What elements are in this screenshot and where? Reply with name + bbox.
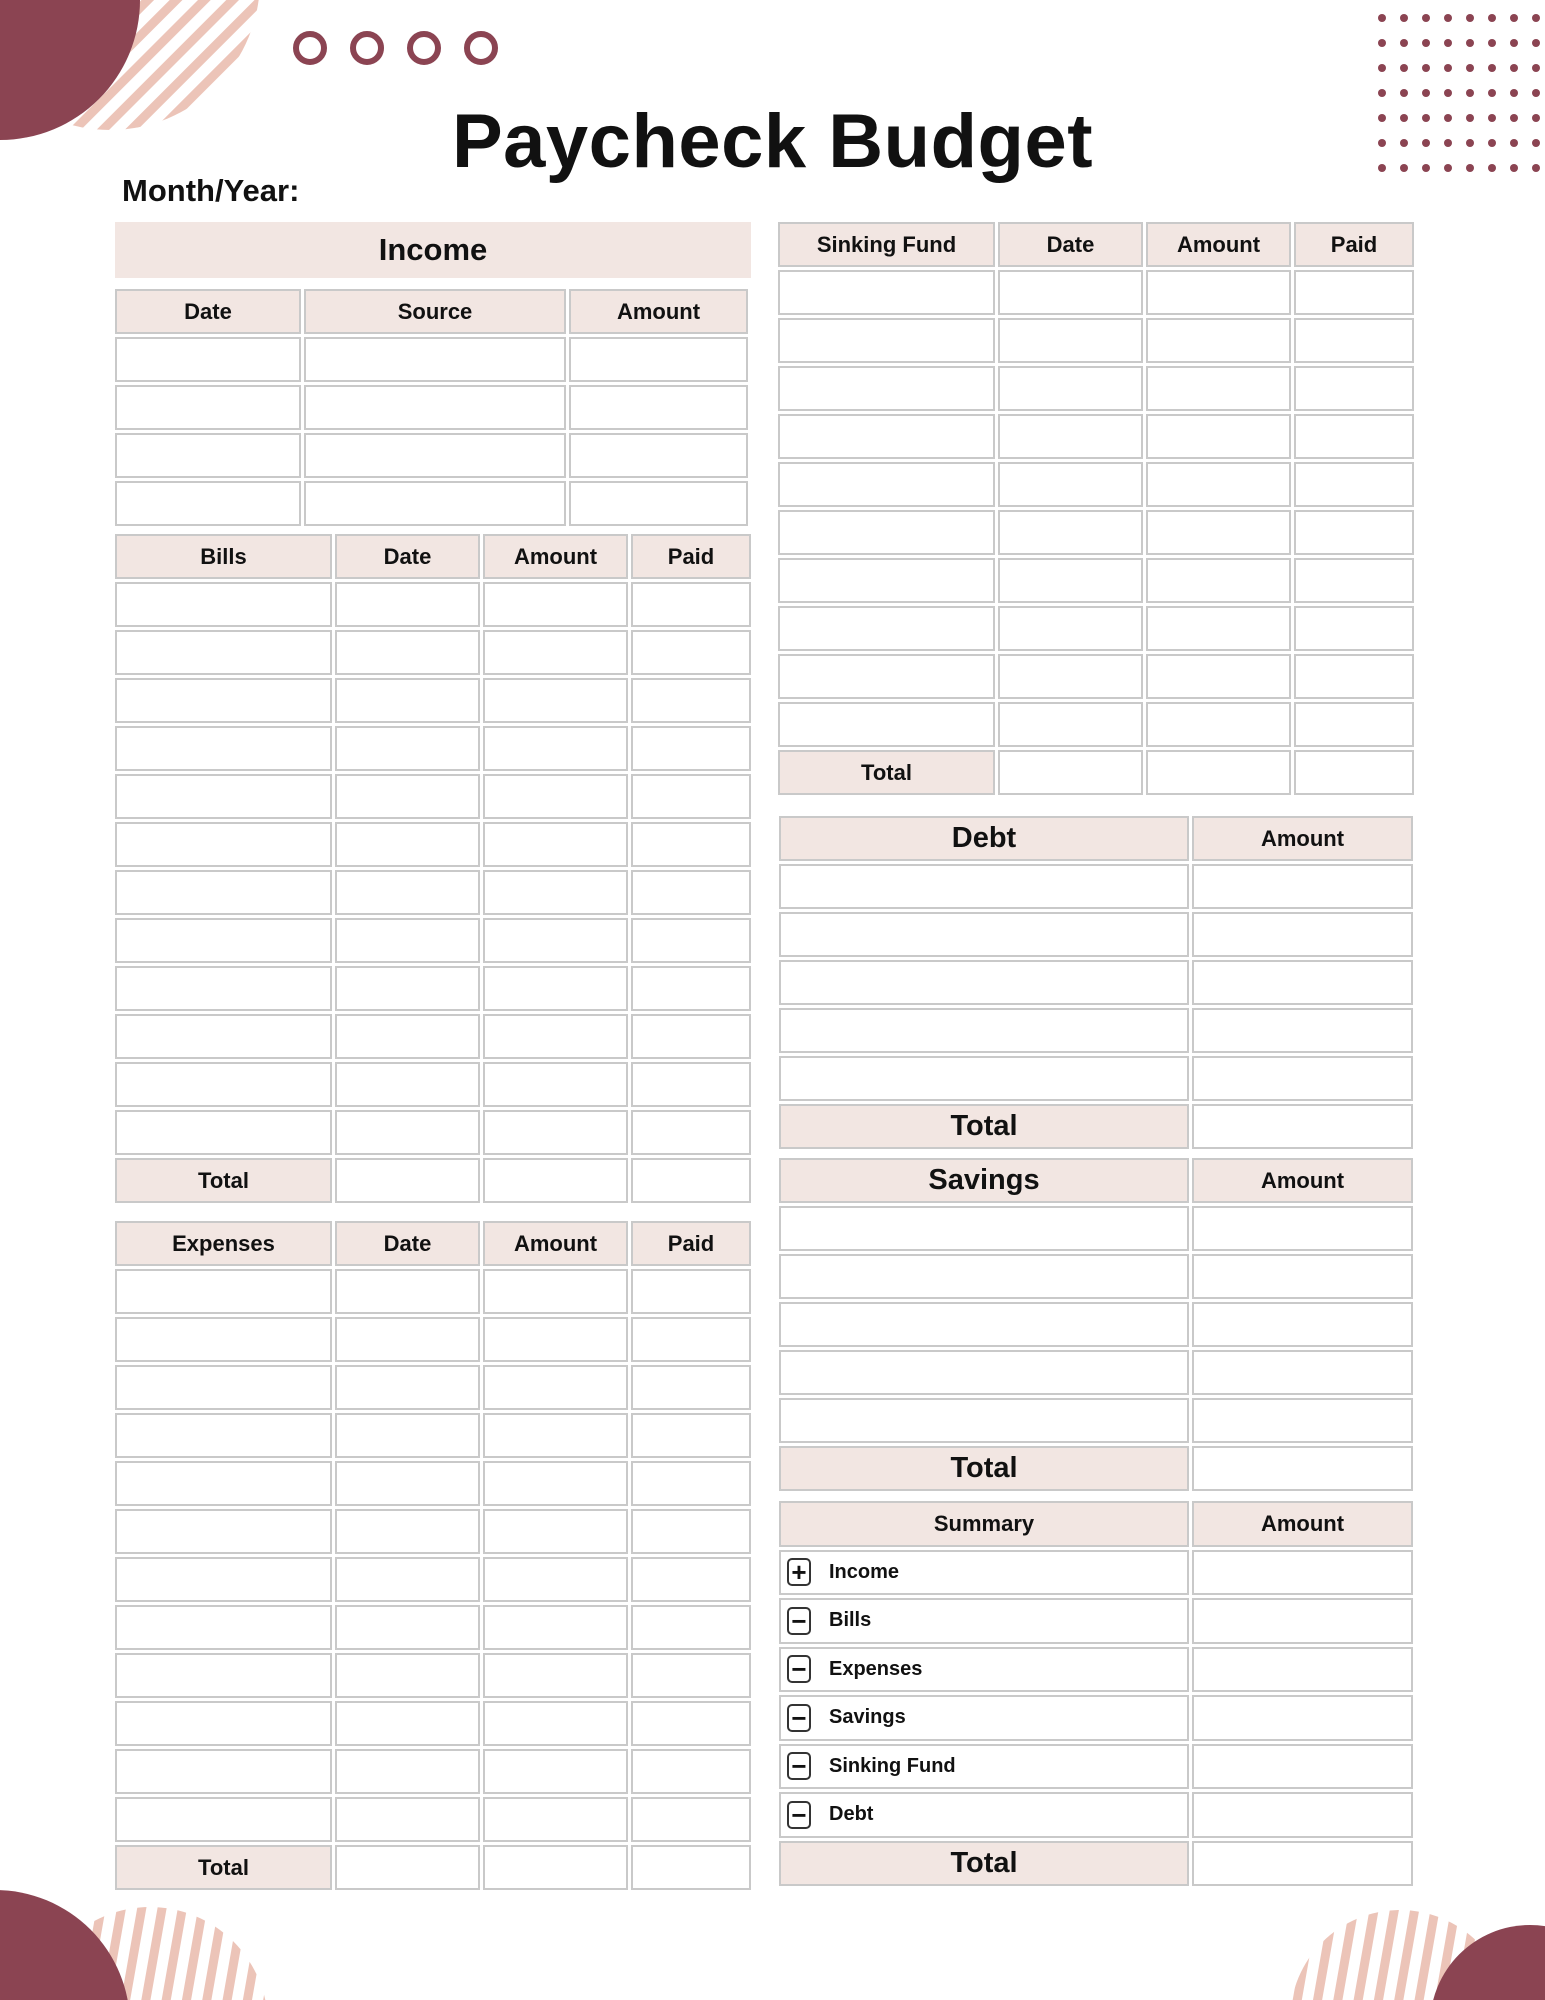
expenses-cell[interactable] xyxy=(483,1413,628,1458)
savings-cell[interactable] xyxy=(779,1254,1189,1299)
income-cell[interactable] xyxy=(304,481,566,526)
bills-cell[interactable] xyxy=(483,582,628,627)
income-cell[interactable] xyxy=(115,385,301,430)
bills-cell[interactable] xyxy=(115,870,332,915)
expenses-cell[interactable] xyxy=(335,1317,480,1362)
income-cell[interactable] xyxy=(569,481,748,526)
dot xyxy=(1466,89,1474,97)
income-cell[interactable] xyxy=(115,337,301,382)
debt-cell[interactable] xyxy=(779,960,1189,1005)
sinking-fund-cell[interactable] xyxy=(1294,318,1414,363)
sinking-fund-cell[interactable] xyxy=(998,462,1143,507)
expenses-cell[interactable] xyxy=(115,1701,332,1746)
minus-icon: − xyxy=(787,1655,811,1683)
bills-cell[interactable] xyxy=(115,822,332,867)
bills-cell[interactable] xyxy=(483,966,628,1011)
summary-row-debt xyxy=(779,1792,1189,1838)
sinking-fund-cell[interactable] xyxy=(998,414,1143,459)
summary-amount-cell[interactable] xyxy=(1192,1647,1413,1693)
expenses-cell[interactable] xyxy=(335,1269,480,1314)
bills-cell[interactable] xyxy=(335,1014,480,1059)
expenses-cell[interactable] xyxy=(335,1461,480,1506)
dot xyxy=(1378,89,1386,97)
debt-cell[interactable] xyxy=(1192,864,1413,909)
summary-row-savings xyxy=(779,1695,1189,1741)
sinking-header-date: Date xyxy=(998,222,1143,267)
bills-cell[interactable] xyxy=(631,918,751,963)
bills-table xyxy=(115,534,751,1203)
bills-cell[interactable] xyxy=(335,630,480,675)
sinking-fund-cell[interactable] xyxy=(1294,366,1414,411)
sinking-fund-cell[interactable] xyxy=(778,318,995,363)
summary-table xyxy=(779,1501,1413,1886)
income-cell[interactable] xyxy=(569,433,748,478)
page-title: Paycheck Budget xyxy=(451,99,1094,184)
expenses-cell[interactable] xyxy=(115,1269,332,1314)
dot xyxy=(1400,89,1408,97)
sinking-fund-cell[interactable] xyxy=(1294,414,1414,459)
expenses-cell[interactable] xyxy=(115,1509,332,1554)
sinking-fund-cell[interactable] xyxy=(998,510,1143,555)
income-cell[interactable] xyxy=(115,481,301,526)
bills-cell[interactable] xyxy=(483,1062,628,1107)
expenses-cell[interactable] xyxy=(631,1557,751,1602)
expenses-cell[interactable] xyxy=(483,1269,628,1314)
dot xyxy=(1510,14,1518,22)
debt-cell[interactable] xyxy=(1192,960,1413,1005)
debt-cell[interactable] xyxy=(1192,912,1413,957)
bills-total-cell[interactable] xyxy=(335,1158,480,1203)
summary-row-sinking-fund xyxy=(779,1744,1189,1790)
summary-amount-cell[interactable] xyxy=(1192,1792,1413,1838)
sinking-fund-cell[interactable] xyxy=(1146,270,1291,315)
bills-cell[interactable] xyxy=(483,870,628,915)
bills-cell[interactable] xyxy=(631,582,751,627)
bills-cell[interactable] xyxy=(483,1110,628,1155)
debt-total-label: Total xyxy=(779,1104,1189,1149)
expenses-cell[interactable] xyxy=(115,1653,332,1698)
bills-cell[interactable] xyxy=(631,774,751,819)
sinking-header-amount: Amount xyxy=(1146,222,1291,267)
savings-total-label: Total xyxy=(779,1446,1189,1491)
expenses-cell[interactable] xyxy=(483,1701,628,1746)
dot xyxy=(1422,14,1430,22)
summary-row-label: Bills xyxy=(829,1609,872,1632)
expenses-cell[interactable] xyxy=(115,1605,332,1650)
sinking-fund-cell[interactable] xyxy=(1146,558,1291,603)
summary-header-amount: Amount xyxy=(1192,1501,1413,1547)
income-header-date: Date xyxy=(115,289,301,334)
savings-cell[interactable] xyxy=(779,1350,1189,1395)
income-cell[interactable] xyxy=(304,337,566,382)
sinking-fund-cell[interactable] xyxy=(1294,606,1414,651)
summary-row-income xyxy=(779,1550,1189,1596)
summary-amount-cell[interactable] xyxy=(1192,1598,1413,1644)
expenses-cell[interactable] xyxy=(483,1365,628,1410)
expenses-cell[interactable] xyxy=(335,1605,480,1650)
expenses-cell[interactable] xyxy=(483,1797,628,1842)
bottom-right-decoration xyxy=(1290,1900,1545,2000)
bills-cell[interactable] xyxy=(631,1110,751,1155)
bills-total-cell[interactable] xyxy=(483,1158,628,1203)
dot xyxy=(1378,14,1386,22)
debt-header-debt: Debt xyxy=(779,816,1189,861)
expenses-cell[interactable] xyxy=(483,1557,628,1602)
sinking-fund-cell[interactable] xyxy=(1146,606,1291,651)
savings-cell[interactable] xyxy=(1192,1206,1413,1251)
expenses-cell[interactable] xyxy=(115,1413,332,1458)
expenses-cell[interactable] xyxy=(631,1509,751,1554)
savings-cell[interactable] xyxy=(1192,1302,1413,1347)
dot xyxy=(1400,64,1408,72)
bills-cell[interactable] xyxy=(115,582,332,627)
sinking-fund-cell[interactable] xyxy=(1146,414,1291,459)
sinking-fund-cell[interactable] xyxy=(1294,654,1414,699)
sinking-fund-cell[interactable] xyxy=(778,414,995,459)
sinking-fund-total-cell[interactable] xyxy=(1146,750,1291,795)
expenses-cell[interactable] xyxy=(115,1461,332,1506)
sinking-fund-cell[interactable] xyxy=(778,702,995,747)
bills-cell[interactable] xyxy=(483,630,628,675)
savings-total-cell[interactable] xyxy=(1192,1446,1413,1491)
expenses-total-label: Total xyxy=(115,1845,332,1890)
savings-header-amount: Amount xyxy=(1192,1158,1413,1203)
bills-cell[interactable] xyxy=(335,582,480,627)
expenses-cell[interactable] xyxy=(631,1365,751,1410)
savings-cell[interactable] xyxy=(1192,1398,1413,1443)
bills-cell[interactable] xyxy=(115,966,332,1011)
sinking-fund-cell[interactable] xyxy=(778,510,995,555)
bills-cell[interactable] xyxy=(115,1110,332,1155)
dot xyxy=(1532,89,1540,97)
bills-header-amount: Amount xyxy=(483,534,628,579)
summary-row-label: Savings xyxy=(829,1706,906,1729)
dot xyxy=(1400,39,1408,47)
summary-amount-cell[interactable] xyxy=(1192,1550,1413,1596)
bills-cell[interactable] xyxy=(335,726,480,771)
expenses-cell[interactable] xyxy=(335,1365,480,1410)
sinking-fund-cell[interactable] xyxy=(778,558,995,603)
sinking-fund-cell[interactable] xyxy=(998,654,1143,699)
expenses-cell[interactable] xyxy=(335,1797,480,1842)
bills-cell[interactable] xyxy=(631,630,751,675)
bills-cell[interactable] xyxy=(483,1014,628,1059)
expenses-cell[interactable] xyxy=(115,1749,332,1794)
dot xyxy=(1400,14,1408,22)
expenses-header-date: Date xyxy=(335,1221,480,1266)
sinking-fund-cell[interactable] xyxy=(998,558,1143,603)
expenses-cell[interactable] xyxy=(483,1317,628,1362)
expenses-cell[interactable] xyxy=(483,1653,628,1698)
summary-amount-cell[interactable] xyxy=(1192,1695,1413,1741)
expenses-cell[interactable] xyxy=(631,1269,751,1314)
bills-total-cell[interactable] xyxy=(631,1158,751,1203)
expenses-cell[interactable] xyxy=(483,1509,628,1554)
summary-total-label: Total xyxy=(779,1841,1189,1887)
expenses-header-expenses: Expenses xyxy=(115,1221,332,1266)
dot xyxy=(1444,64,1452,72)
debt-cell[interactable] xyxy=(779,1008,1189,1053)
debt-cell[interactable] xyxy=(779,864,1189,909)
debt-cell[interactable] xyxy=(779,1056,1189,1101)
savings-table xyxy=(779,1158,1413,1491)
bills-cell[interactable] xyxy=(335,1110,480,1155)
sinking-header-fund: Sinking Fund xyxy=(778,222,995,267)
bills-cell[interactable] xyxy=(335,966,480,1011)
expenses-cell[interactable] xyxy=(631,1461,751,1506)
expenses-cell[interactable] xyxy=(335,1509,480,1554)
debt-cell[interactable] xyxy=(1192,1008,1413,1053)
summary-header-summary: Summary xyxy=(779,1501,1189,1547)
expenses-cell[interactable] xyxy=(631,1317,751,1362)
expenses-cell[interactable] xyxy=(335,1749,480,1794)
dot xyxy=(1422,89,1430,97)
sinking-fund-table xyxy=(778,222,1414,795)
savings-cell[interactable] xyxy=(779,1302,1189,1347)
sinking-fund-cell[interactable] xyxy=(998,366,1143,411)
dot xyxy=(1422,39,1430,47)
sinking-fund-total-cell[interactable] xyxy=(1294,750,1414,795)
summary-row-label: Debt xyxy=(829,1803,874,1826)
expenses-cell[interactable] xyxy=(335,1653,480,1698)
expenses-cell[interactable] xyxy=(483,1749,628,1794)
income-cell[interactable] xyxy=(569,385,748,430)
expenses-table xyxy=(115,1221,751,1890)
bills-header-date: Date xyxy=(335,534,480,579)
dot xyxy=(1510,89,1518,97)
sinking-fund-cell[interactable] xyxy=(778,462,995,507)
bills-cell[interactable] xyxy=(115,678,332,723)
minus-icon: − xyxy=(787,1607,811,1635)
expenses-cell[interactable] xyxy=(483,1605,628,1650)
sinking-fund-cell[interactable] xyxy=(1146,462,1291,507)
savings-cell[interactable] xyxy=(1192,1254,1413,1299)
bills-header-paid: Paid xyxy=(631,534,751,579)
summary-row-expenses xyxy=(779,1647,1189,1693)
bills-cell[interactable] xyxy=(483,726,628,771)
expenses-cell[interactable] xyxy=(115,1797,332,1842)
bills-cell[interactable] xyxy=(631,966,751,1011)
sinking-fund-cell[interactable] xyxy=(778,606,995,651)
sinking-fund-cell[interactable] xyxy=(778,366,995,411)
dot xyxy=(1422,64,1430,72)
sinking-fund-cell[interactable] xyxy=(1294,510,1414,555)
sinking-fund-cell[interactable] xyxy=(1294,702,1414,747)
debt-cell[interactable] xyxy=(1192,1056,1413,1101)
expenses-cell[interactable] xyxy=(631,1749,751,1794)
income-header-source: Source xyxy=(304,289,566,334)
sinking-fund-cell[interactable] xyxy=(998,270,1143,315)
bills-cell[interactable] xyxy=(631,870,751,915)
dot xyxy=(1444,89,1452,97)
bills-cell[interactable] xyxy=(335,1062,480,1107)
bills-cell[interactable] xyxy=(335,678,480,723)
sinking-fund-cell[interactable] xyxy=(998,606,1143,651)
bills-cell[interactable] xyxy=(335,870,480,915)
bills-cell[interactable] xyxy=(631,678,751,723)
income-cell[interactable] xyxy=(115,433,301,478)
sinking-fund-cell[interactable] xyxy=(1294,558,1414,603)
dot xyxy=(1532,64,1540,72)
sinking-fund-cell[interactable] xyxy=(1146,510,1291,555)
dot xyxy=(1488,89,1496,97)
sinking-fund-cell[interactable] xyxy=(778,654,995,699)
minus-icon: − xyxy=(787,1704,811,1732)
expenses-cell[interactable] xyxy=(335,1413,480,1458)
dot xyxy=(1378,39,1386,47)
savings-cell[interactable] xyxy=(1192,1350,1413,1395)
bills-cell[interactable] xyxy=(483,822,628,867)
expenses-cell[interactable] xyxy=(115,1365,332,1410)
bills-cell[interactable] xyxy=(483,774,628,819)
bills-cell[interactable] xyxy=(631,1014,751,1059)
summary-row-label: Income xyxy=(829,1560,900,1583)
expenses-cell[interactable] xyxy=(115,1557,332,1602)
sinking-fund-cell[interactable] xyxy=(1146,654,1291,699)
debt-table xyxy=(779,816,1413,1149)
bills-cell[interactable] xyxy=(483,678,628,723)
bills-cell[interactable] xyxy=(115,918,332,963)
minus-icon: − xyxy=(787,1801,811,1829)
bills-cell[interactable] xyxy=(115,774,332,819)
dot xyxy=(1488,14,1496,22)
bills-cell[interactable] xyxy=(631,822,751,867)
summary-row-bills xyxy=(779,1598,1189,1644)
dot xyxy=(1532,39,1540,47)
income-cell[interactable] xyxy=(304,433,566,478)
bills-cell[interactable] xyxy=(335,774,480,819)
savings-cell[interactable] xyxy=(779,1206,1189,1251)
expenses-cell[interactable] xyxy=(483,1461,628,1506)
bills-cell[interactable] xyxy=(115,1062,332,1107)
expenses-cell[interactable] xyxy=(631,1701,751,1746)
dot xyxy=(1444,14,1452,22)
dot xyxy=(1466,39,1474,47)
sinking-header-paid: Paid xyxy=(1294,222,1414,267)
debt-header-amount: Amount xyxy=(1192,816,1413,861)
dot xyxy=(1510,39,1518,47)
income-header-amount: Amount xyxy=(569,289,748,334)
summary-total-cell[interactable] xyxy=(1192,1841,1413,1887)
bills-header-bills: Bills xyxy=(115,534,332,579)
expenses-cell[interactable] xyxy=(631,1797,751,1842)
summary-amount-cell[interactable] xyxy=(1192,1744,1413,1790)
savings-header-savings: Savings xyxy=(779,1158,1189,1203)
debt-total-cell[interactable] xyxy=(1192,1104,1413,1149)
dot xyxy=(1488,39,1496,47)
ring-row-decoration xyxy=(290,28,510,68)
dot xyxy=(1466,14,1474,22)
sinking-fund-cell[interactable] xyxy=(1146,366,1291,411)
dot xyxy=(1488,64,1496,72)
dot xyxy=(1466,64,1474,72)
bills-total-label: Total xyxy=(115,1158,332,1203)
income-title: Income xyxy=(115,222,751,278)
expenses-header-amount: Amount xyxy=(483,1221,628,1266)
expenses-cell[interactable] xyxy=(631,1653,751,1698)
income-cell[interactable] xyxy=(304,385,566,430)
sinking-fund-cell[interactable] xyxy=(1146,702,1291,747)
income-cell[interactable] xyxy=(569,337,748,382)
sinking-fund-cell[interactable] xyxy=(998,318,1143,363)
expenses-cell[interactable] xyxy=(335,1701,480,1746)
bills-cell[interactable] xyxy=(335,918,480,963)
plus-icon: + xyxy=(787,1558,811,1586)
expenses-cell[interactable] xyxy=(115,1317,332,1362)
expenses-total-cell[interactable] xyxy=(631,1845,751,1890)
sinking-fund-cell[interactable] xyxy=(1146,318,1291,363)
savings-cell[interactable] xyxy=(779,1398,1189,1443)
bills-cell[interactable] xyxy=(631,726,751,771)
summary-row-label: Expenses xyxy=(829,1657,923,1680)
income-table xyxy=(115,289,748,526)
sinking-fund-cell[interactable] xyxy=(1294,270,1414,315)
month-year-label: Month/Year: xyxy=(122,173,300,208)
sinking-fund-total-label: Total xyxy=(778,750,995,795)
expenses-total-cell[interactable] xyxy=(483,1845,628,1890)
bills-cell[interactable] xyxy=(115,726,332,771)
summary-row-label: Sinking Fund xyxy=(829,1754,956,1777)
bills-cell[interactable] xyxy=(631,1062,751,1107)
sinking-fund-cell[interactable] xyxy=(1294,462,1414,507)
dot xyxy=(1510,64,1518,72)
bottom-left-decoration xyxy=(0,1880,280,2000)
dot xyxy=(1378,64,1386,72)
dot xyxy=(1532,14,1540,22)
bills-cell[interactable] xyxy=(115,630,332,675)
bills-cell[interactable] xyxy=(483,918,628,963)
expenses-cell[interactable] xyxy=(335,1557,480,1602)
minus-icon: − xyxy=(787,1752,811,1780)
sinking-fund-total-cell[interactable] xyxy=(998,750,1143,795)
bills-cell[interactable] xyxy=(115,1014,332,1059)
debt-cell[interactable] xyxy=(779,912,1189,957)
sinking-fund-cell[interactable] xyxy=(778,270,995,315)
dot xyxy=(1444,39,1452,47)
expenses-cell[interactable] xyxy=(631,1413,751,1458)
bills-cell[interactable] xyxy=(335,822,480,867)
sinking-fund-cell[interactable] xyxy=(998,702,1143,747)
expenses-cell[interactable] xyxy=(631,1605,751,1650)
expenses-header-paid: Paid xyxy=(631,1221,751,1266)
expenses-total-cell[interactable] xyxy=(335,1845,480,1890)
